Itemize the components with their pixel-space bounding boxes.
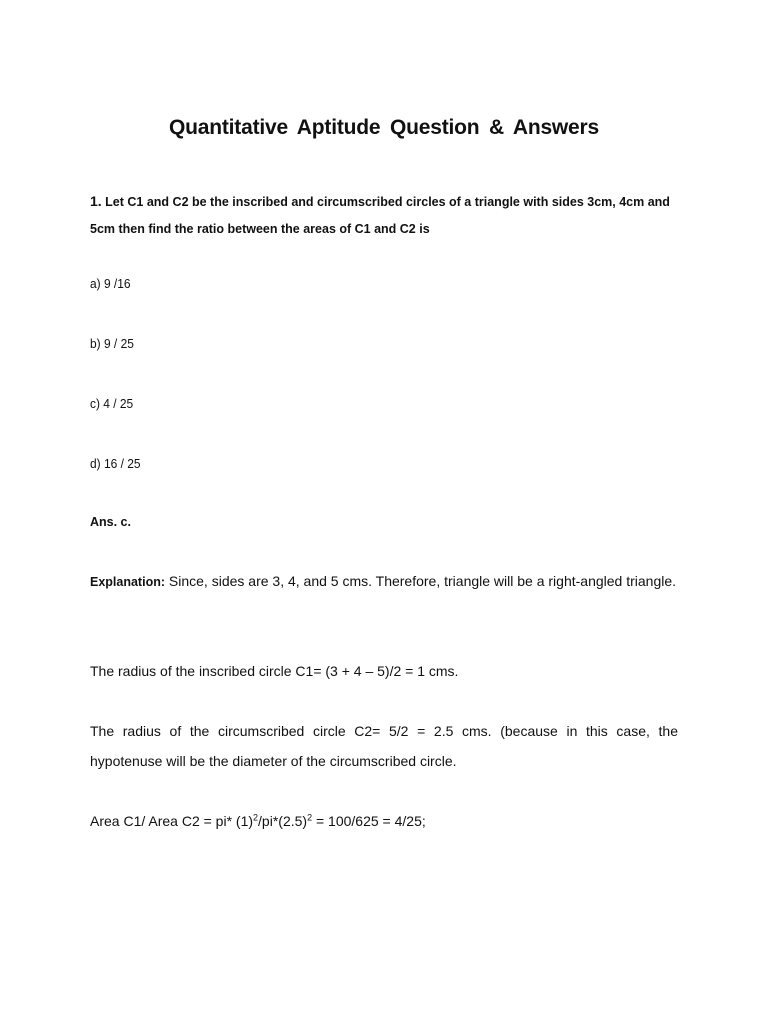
inscribed-radius-text: The radius of the inscribed circle C1= (3 + 4 – 5)/2 = 1 cms. xyxy=(90,663,459,679)
area-ratio-text xyxy=(90,806,678,836)
answer: Ans. c. xyxy=(90,515,131,529)
option-b: b) 9 / 25 xyxy=(90,336,134,351)
question-number: 1. xyxy=(90,193,102,209)
area-ratio-part3: = 100/625 = 4/25; xyxy=(312,813,426,829)
option-a: a) 9 /16 xyxy=(90,276,131,291)
circumscribed-radius-text: The radius of the circumscribed circle C2= 5/2 = 2.5 cms. (because in this case, the hypotenuse will be the diameter of the circumscribed circle. xyxy=(90,723,678,769)
area-ratio-exponent-1: 2 xyxy=(253,812,259,823)
area-ratio-part2: /pi*(2.5) xyxy=(258,813,308,829)
explanation xyxy=(90,566,678,597)
area-ratio-part1: Area C1/ Area C2 = pi* (1) xyxy=(90,813,254,829)
explanation-label: Explanation: xyxy=(90,575,166,589)
question-1 xyxy=(90,188,678,243)
option-c: c) 4 / 25 xyxy=(90,396,134,411)
question-text: Let C1 and C2 be the inscribed and circumscribed circles of a triangle with sides 3cm, 4cm and 5cm then find the ratio between the areas of C1 and C2 is xyxy=(90,195,670,236)
page-title: Quantitative Aptitude Question & Answers xyxy=(169,116,599,139)
area-ratio-exponent-2: 2 xyxy=(307,812,313,823)
explanation-text: Since, sides are 3, 4, and 5 cms. Therefore, triangle will be a right-angled triangle. xyxy=(168,573,677,589)
option-d: d) 16 / 25 xyxy=(90,456,141,471)
